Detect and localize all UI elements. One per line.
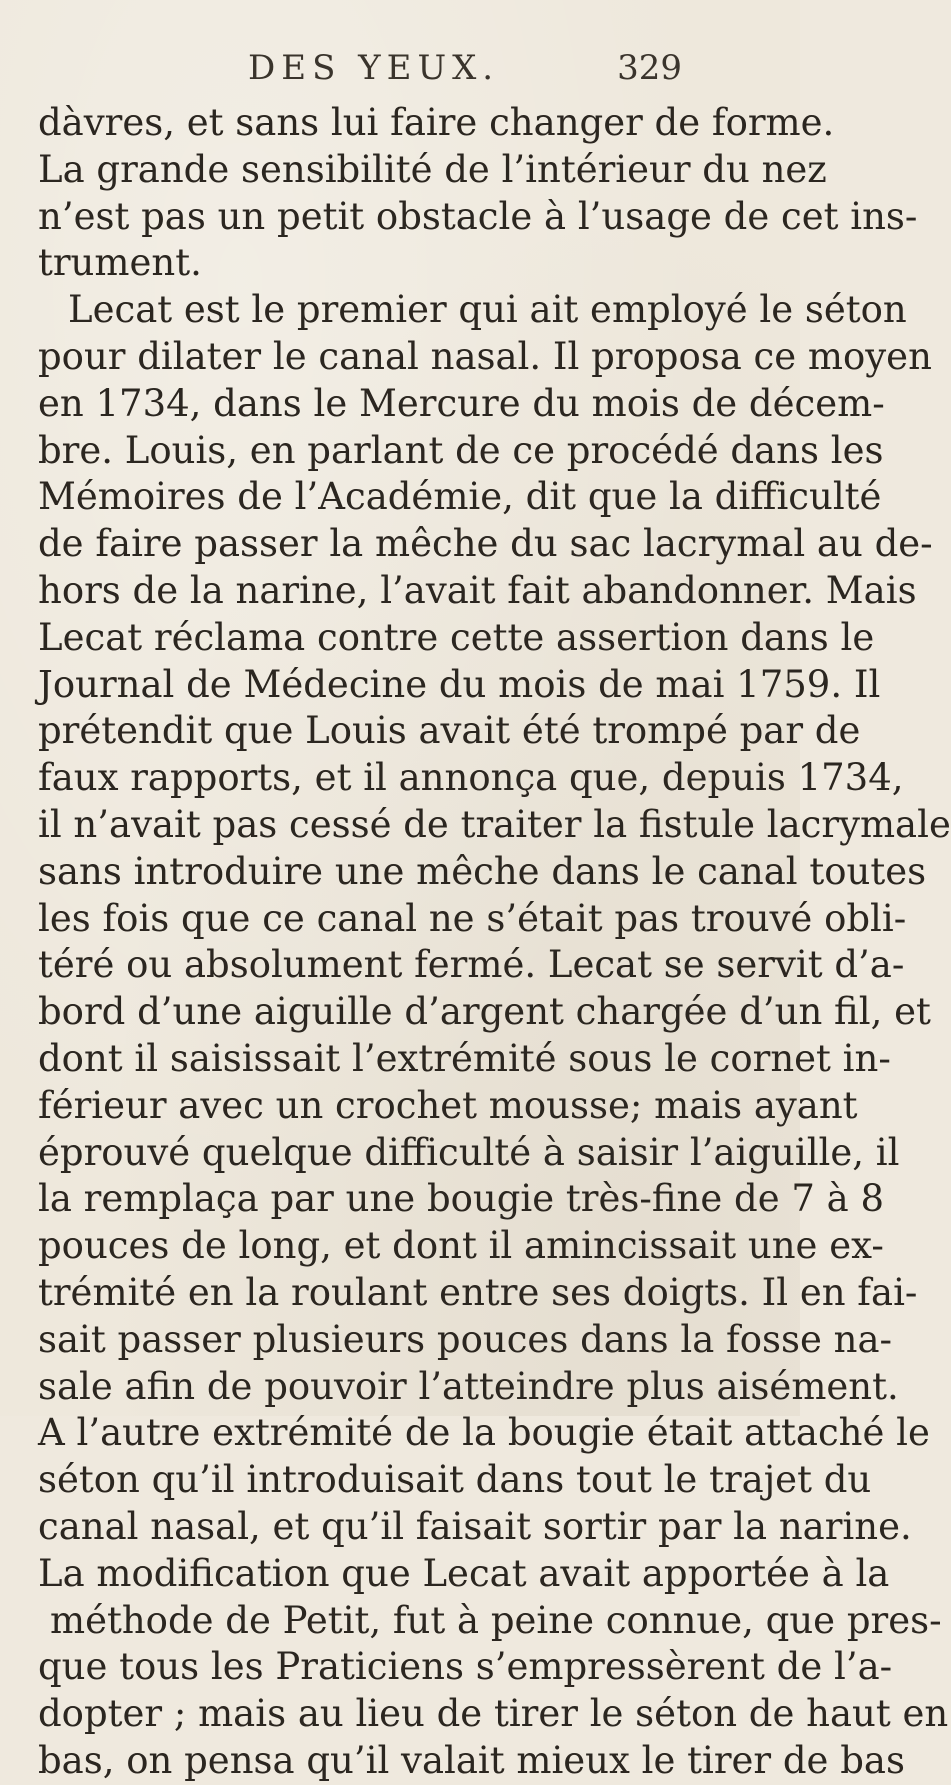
text-line: A l’autre extrémité de la bougie était attaché le xyxy=(38,1411,930,1455)
text-line: bas, on pensa qu’il valait mieux le tirer de bas xyxy=(38,1738,905,1782)
text-line: dàvres, et sans lui faire changer de forme. xyxy=(38,101,835,144)
text-line: bre. Louis, en parlant de ce procédé dans les xyxy=(38,428,884,472)
text-line: pouces de long, et dont il amincissait une ex- xyxy=(38,1224,884,1268)
text-line: dopter ; mais au lieu de tirer le séton de haut en xyxy=(38,1692,949,1736)
text-line: trument. xyxy=(38,241,202,285)
text-line: prétendit que Louis avait été trompé par de xyxy=(38,709,861,753)
running-head xyxy=(0,48,800,88)
text-line: Lecat est le premier qui ait employé le séton xyxy=(68,288,907,332)
text-line: férieur avec un crochet mousse; mais ayant xyxy=(38,1083,858,1127)
text-line: pour dilater le canal nasal. Il proposa ce moyen xyxy=(38,334,932,378)
text-line: hors de la narine, l’avait fait abandonner. Mais xyxy=(38,568,917,612)
text-line: sait passer plusieurs pouces dans la fosse na- xyxy=(38,1317,893,1361)
text-line: séton qu’il introduisait dans tout le trajet du xyxy=(38,1458,872,1502)
text-line: en 1734, dans le Mercure du mois de décem- xyxy=(38,381,885,425)
text-line: faux rapports, et il annonça que, depuis 1734, xyxy=(38,756,904,800)
running-title: DES YEUX. xyxy=(248,48,500,88)
text-line: que tous les Praticiens s’empressèrent de l’a- xyxy=(38,1645,893,1689)
text-line: il n’avait pas cessé de traiter la fistule lacrymale xyxy=(38,802,951,846)
text-line: La grande sensibilité de l’intérieur du nez xyxy=(38,147,827,191)
text-line: Lecat réclama contre cette assertion dans le xyxy=(38,615,875,659)
text-line: n’est pas un petit obstacle à l’usage de cet ins- xyxy=(38,194,918,238)
text-line: sale afin de pouvoir l’atteindre plus aisément. xyxy=(38,1364,899,1408)
text-line: Mémoires de l’Académie, dit que la difficulté xyxy=(38,475,882,519)
text-line: la remplaça par une bougie très-fine de 7 à 8 xyxy=(38,1177,885,1221)
text-line: téré ou absolument fermé. Lecat se servit d’a- xyxy=(38,943,905,987)
text-line: bord d’une aiguille d’argent chargée d’un fil, et xyxy=(38,990,931,1034)
text-line: les fois que ce canal ne s’était pas trouvé obli- xyxy=(38,896,907,940)
text-line: sans introduire une mêche dans le canal toutes xyxy=(38,849,927,893)
text-line: canal nasal, et qu’il faisait sortir par la narine. xyxy=(38,1504,912,1548)
body-text xyxy=(38,100,951,1785)
text-line: éprouvé quelque difficulté à saisir l’aiguille, il xyxy=(38,1130,900,1174)
text-line: trémité en la roulant entre ses doigts. Il en fai- xyxy=(38,1270,918,1314)
text-line: méthode de Petit, fut à peine connue, que pres- xyxy=(50,1598,942,1642)
text-line: de faire passer la mêche du sac lacrymal au de- xyxy=(38,522,933,566)
text-line: Journal de Médecine du mois de mai 1759. Il xyxy=(38,662,881,706)
page-number: 329 xyxy=(617,48,682,88)
text-line: dont il saisissait l’extrémité sous le cornet in- xyxy=(38,1036,891,1080)
text-line: La modification que Lecat avait apportée à la xyxy=(38,1551,890,1595)
